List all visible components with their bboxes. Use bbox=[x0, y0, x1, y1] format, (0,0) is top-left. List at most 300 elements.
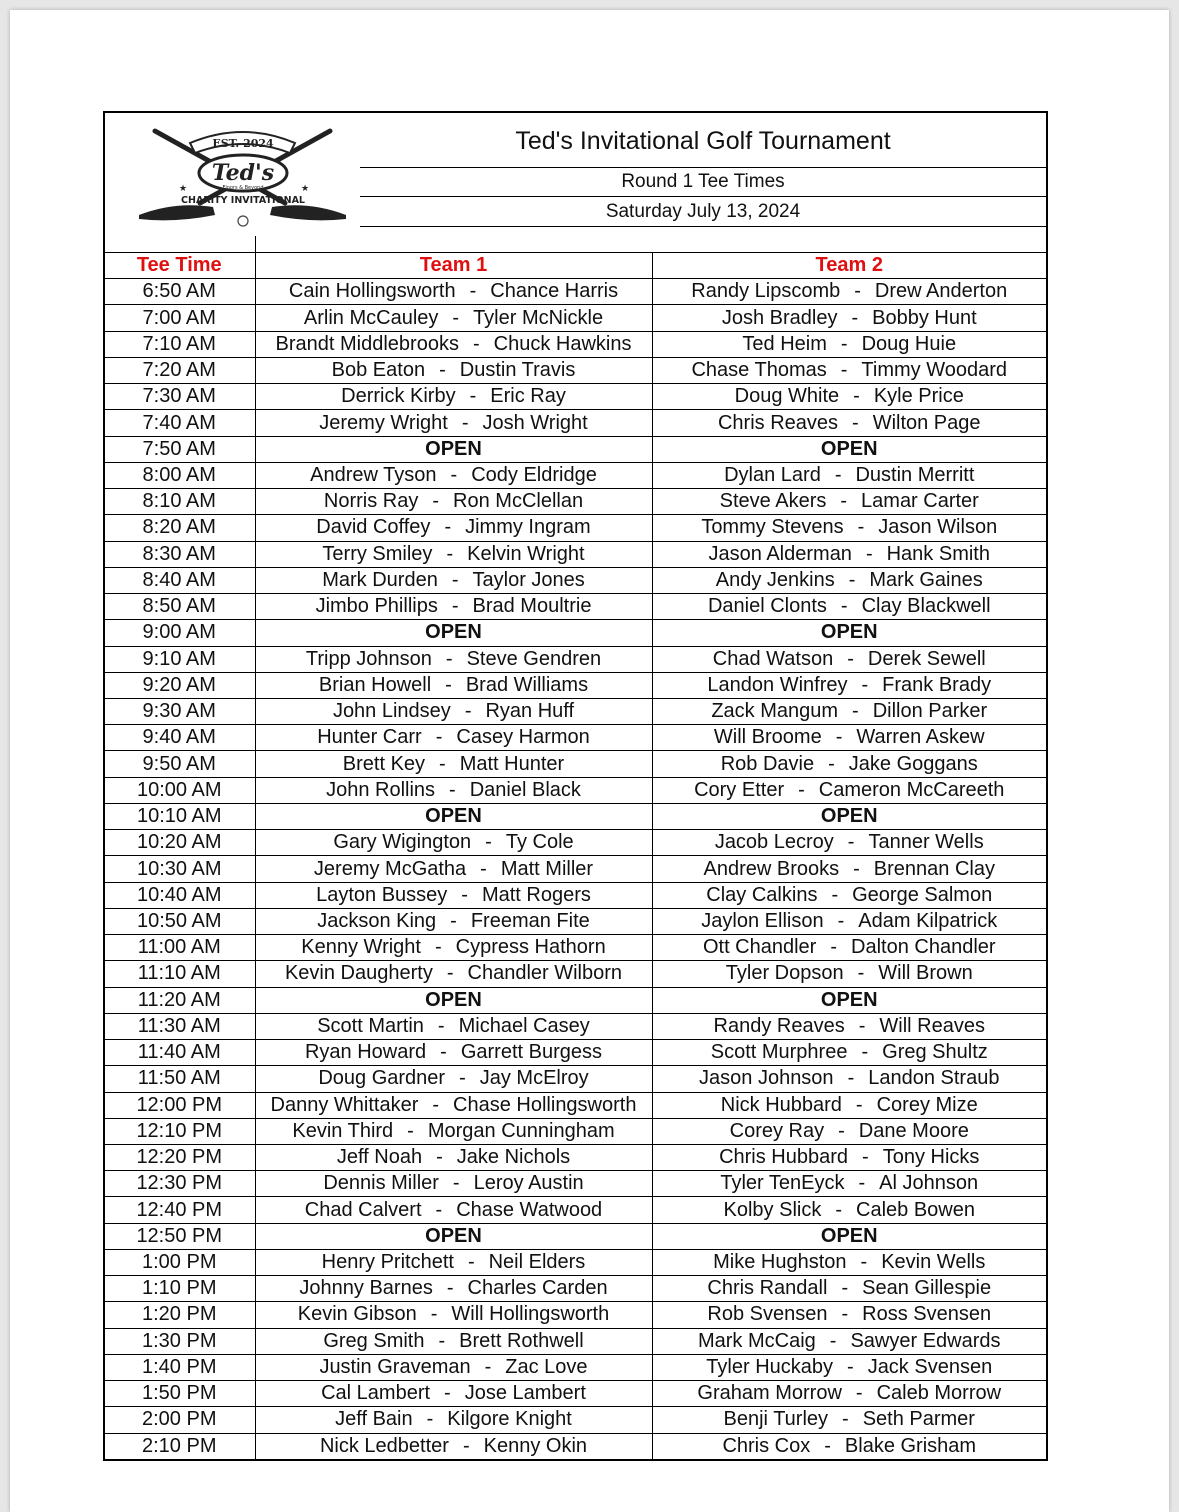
team-pairing bbox=[652, 1171, 1046, 1197]
table-row bbox=[104, 1144, 1046, 1170]
team-pairing bbox=[652, 594, 1046, 620]
team-pairing bbox=[652, 882, 1046, 908]
pair-separator: - bbox=[459, 1067, 466, 1090]
player-name: Bobby Hunt bbox=[872, 306, 977, 329]
pair-separator: - bbox=[469, 280, 477, 303]
team-pairing bbox=[652, 1302, 1046, 1328]
team-pairing bbox=[255, 777, 652, 803]
team-pairing bbox=[652, 672, 1046, 698]
team-pairing bbox=[652, 384, 1046, 410]
team-pairing bbox=[652, 331, 1046, 357]
pair-separator: - bbox=[835, 726, 843, 749]
player-name: Chance Harris bbox=[490, 280, 619, 303]
tee-time-cell: 6:50 AM bbox=[104, 279, 255, 305]
team-pairing bbox=[255, 1328, 652, 1354]
tee-time-cell: 10:20 AM bbox=[104, 830, 255, 856]
player-name: Blake Grisham bbox=[844, 1434, 977, 1457]
player-name: Tommy Stevens bbox=[701, 516, 844, 539]
pair-separator: - bbox=[834, 463, 842, 486]
player-name: Jeremy Wright bbox=[319, 411, 448, 434]
player-name: Adam Kilpatrick bbox=[858, 909, 998, 932]
table-row bbox=[104, 567, 1046, 593]
player-name: Scott Murphree bbox=[710, 1041, 848, 1064]
team-pairing bbox=[255, 882, 652, 908]
pair-separator: - bbox=[847, 1067, 855, 1090]
player-name: Cody Eldridge bbox=[471, 463, 597, 486]
player-name: Will Brown bbox=[878, 962, 973, 985]
column-divider-stub bbox=[255, 236, 256, 253]
open-slot: OPEN bbox=[652, 987, 1046, 1013]
player-name: Cypress Hathorn bbox=[455, 936, 606, 959]
player-name: Zac Love bbox=[505, 1355, 588, 1378]
team-pairing bbox=[255, 1381, 652, 1407]
table-row bbox=[104, 1092, 1046, 1118]
pair-separator: - bbox=[855, 1382, 863, 1405]
player-name: Tony Hicks bbox=[882, 1146, 980, 1169]
tee-time-cell: 7:40 AM bbox=[104, 410, 255, 436]
tee-time-cell: 11:50 AM bbox=[104, 1066, 255, 1092]
team-pairing bbox=[255, 541, 652, 567]
player-name: Jaylon Ellison bbox=[701, 909, 824, 932]
tee-time-cell: 2:00 PM bbox=[104, 1407, 255, 1433]
table-row bbox=[104, 830, 1046, 856]
team-pairing bbox=[652, 935, 1046, 961]
tee-time-cell: 9:30 AM bbox=[104, 698, 255, 724]
pair-separator: - bbox=[452, 1172, 460, 1195]
player-name: Kolby Slick bbox=[723, 1198, 822, 1221]
team-pairing bbox=[652, 1066, 1046, 1092]
player-name: Lamar Carter bbox=[861, 490, 979, 513]
table-header-row bbox=[104, 253, 1046, 279]
player-name: Kevin Wells bbox=[881, 1251, 986, 1274]
player-name: Jeff Bain bbox=[335, 1408, 413, 1431]
pair-separator: - bbox=[484, 1355, 492, 1378]
player-name: Freeman Fite bbox=[470, 909, 590, 932]
tee-time-cell: 2:10 PM bbox=[104, 1433, 255, 1459]
player-name: Garrett Burgess bbox=[460, 1041, 602, 1064]
player-name: Clay Blackwell bbox=[861, 595, 991, 618]
player-name: Dylan Lard bbox=[724, 463, 821, 486]
table-row bbox=[104, 515, 1046, 541]
player-name: Josh Wright bbox=[482, 411, 588, 434]
player-name: Andrew Tyson bbox=[310, 463, 437, 486]
player-name: Chad Watson bbox=[712, 647, 834, 670]
team-pairing bbox=[255, 1302, 652, 1328]
pair-separator: - bbox=[450, 909, 457, 932]
team-pairing bbox=[652, 856, 1046, 882]
player-name: Jeremy McGatha bbox=[313, 857, 467, 880]
team-pairing bbox=[652, 1197, 1046, 1223]
player-name: Zack Mangum bbox=[711, 700, 839, 723]
team-pairing bbox=[652, 279, 1046, 305]
team-pairing bbox=[255, 908, 652, 934]
team-pairing bbox=[652, 725, 1046, 751]
pair-separator: - bbox=[862, 1146, 869, 1169]
team-pairing bbox=[652, 1381, 1046, 1407]
player-name: Layton Bussey bbox=[316, 883, 448, 906]
pair-separator: - bbox=[449, 778, 456, 801]
team-pairing bbox=[652, 908, 1046, 934]
team-pairing bbox=[255, 357, 652, 383]
player-name: George Salmon bbox=[852, 883, 993, 906]
table-row bbox=[104, 1302, 1046, 1328]
pair-separator: - bbox=[452, 306, 460, 329]
pair-separator: - bbox=[831, 883, 839, 906]
tee-time-cell: 1:30 PM bbox=[104, 1328, 255, 1354]
team-pairing bbox=[255, 961, 652, 987]
pair-separator: - bbox=[462, 1434, 470, 1457]
pair-separator: - bbox=[858, 1172, 866, 1195]
tee-time-cell: 9:10 AM bbox=[104, 646, 255, 672]
player-name: Steve Akers bbox=[719, 490, 827, 513]
player-name: Jimmy Ingram bbox=[465, 516, 591, 539]
teds-charity-invitational-logo bbox=[135, 123, 350, 231]
table-row bbox=[104, 1249, 1046, 1275]
team-pairing bbox=[652, 305, 1046, 331]
team-pairing bbox=[652, 1276, 1046, 1302]
player-name: Chad Calvert bbox=[304, 1198, 422, 1221]
player-name: Jason Alderman bbox=[708, 542, 852, 565]
player-name: Bob Eaton bbox=[331, 359, 426, 382]
pair-separator: - bbox=[467, 1251, 475, 1274]
player-name: Jake Goggans bbox=[848, 752, 978, 775]
open-slot: OPEN bbox=[255, 803, 652, 829]
pair-separator: - bbox=[464, 700, 472, 723]
table-row bbox=[104, 1013, 1046, 1039]
pair-separator: - bbox=[841, 1303, 849, 1326]
player-name: Josh Bradley bbox=[721, 306, 838, 329]
pair-separator: - bbox=[830, 936, 838, 959]
table-row bbox=[104, 856, 1046, 882]
table-row bbox=[104, 672, 1046, 698]
player-name: Cain Hollingsworth bbox=[288, 280, 456, 303]
open-slot: OPEN bbox=[255, 1223, 652, 1249]
table-row bbox=[104, 725, 1046, 751]
player-name: John Lindsey bbox=[332, 700, 451, 723]
pair-separator: - bbox=[451, 595, 459, 618]
team-pairing bbox=[255, 1249, 652, 1275]
team-pairing bbox=[255, 279, 652, 305]
tee-time-cell: 11:40 AM bbox=[104, 1040, 255, 1066]
tee-time-cell: 7:50 AM bbox=[104, 436, 255, 462]
tee-time-cell: 10:30 AM bbox=[104, 856, 255, 882]
player-name: Dalton Chandler bbox=[851, 936, 996, 959]
player-name: Nick Hubbard bbox=[720, 1093, 842, 1116]
team-pairing bbox=[255, 672, 652, 698]
player-name: Mark Durden bbox=[322, 568, 438, 591]
pair-separator: - bbox=[450, 463, 458, 486]
player-name: Jason Johnson bbox=[699, 1067, 834, 1090]
pair-separator: - bbox=[847, 647, 854, 670]
player-name: Cameron McCareeth bbox=[818, 778, 1005, 801]
pair-separator: - bbox=[798, 778, 805, 801]
player-name: Hunter Carr bbox=[317, 726, 422, 749]
player-name: Greg Smith bbox=[323, 1329, 425, 1352]
team-pairing bbox=[652, 830, 1046, 856]
player-name: Graham Morrow bbox=[697, 1382, 842, 1405]
player-name: Jason Wilson bbox=[878, 516, 998, 539]
pair-separator: - bbox=[840, 332, 848, 355]
pair-separator: - bbox=[858, 1014, 866, 1037]
pair-separator: - bbox=[446, 542, 454, 565]
player-name: Sawyer Edwards bbox=[850, 1329, 1001, 1352]
player-name: Brennan Clay bbox=[873, 857, 995, 880]
team-pairing bbox=[652, 1092, 1046, 1118]
player-name: Chris Randall bbox=[707, 1277, 828, 1300]
player-name: Doug White bbox=[734, 385, 840, 408]
table-row bbox=[104, 1433, 1046, 1459]
pair-separator: - bbox=[842, 1408, 849, 1431]
team-pairing bbox=[255, 489, 652, 515]
player-name: Doug Gardner bbox=[318, 1067, 446, 1090]
tee-time-cell: 11:10 AM bbox=[104, 961, 255, 987]
tee-time-cell: 7:00 AM bbox=[104, 305, 255, 331]
tee-time-cell: 8:50 AM bbox=[104, 594, 255, 620]
pair-separator: - bbox=[841, 1277, 849, 1300]
pair-separator: - bbox=[444, 1382, 451, 1405]
player-name: Randy Lipscomb bbox=[691, 280, 841, 303]
pair-separator: - bbox=[840, 490, 848, 513]
pair-separator: - bbox=[432, 1093, 440, 1116]
team-pairing bbox=[255, 305, 652, 331]
player-name: Chris Cox bbox=[722, 1434, 811, 1457]
player-name: Jack Svensen bbox=[867, 1355, 993, 1378]
player-name: John Rollins bbox=[326, 778, 436, 801]
player-name: Cal Lambert bbox=[321, 1382, 431, 1405]
player-name: Steve Gendren bbox=[466, 647, 602, 670]
tee-time-cell: 1:20 PM bbox=[104, 1302, 255, 1328]
player-name: Arlin McCauley bbox=[303, 306, 439, 329]
player-name: Taylor Jones bbox=[472, 568, 585, 591]
player-name: Dustin Travis bbox=[459, 359, 576, 382]
open-slot: OPEN bbox=[652, 620, 1046, 646]
logo-banner-text: CHARITY INVITATIONAL bbox=[181, 195, 305, 206]
player-name: Jose Lambert bbox=[464, 1382, 586, 1405]
pair-separator: - bbox=[857, 516, 865, 539]
pair-separator: - bbox=[445, 673, 452, 696]
pair-separator: - bbox=[438, 1329, 446, 1352]
table-row bbox=[104, 987, 1046, 1013]
tee-time-cell: 8:30 AM bbox=[104, 541, 255, 567]
player-name: Brett Key bbox=[342, 752, 426, 775]
team-pairing bbox=[652, 1144, 1046, 1170]
pair-separator: - bbox=[426, 1408, 434, 1431]
pair-separator: - bbox=[444, 516, 452, 539]
player-name: Chuck Hawkins bbox=[493, 332, 632, 355]
player-name: Brad Williams bbox=[465, 673, 589, 696]
tee-time-cell: 12:10 PM bbox=[104, 1118, 255, 1144]
player-name: Ron McClellan bbox=[453, 490, 584, 513]
player-name: Charles Carden bbox=[467, 1277, 608, 1300]
team-pairing bbox=[652, 357, 1046, 383]
tee-time-cell: 11:20 AM bbox=[104, 987, 255, 1013]
player-name: Ty Cole bbox=[505, 831, 574, 854]
pair-separator: - bbox=[480, 857, 487, 880]
table-row bbox=[104, 1197, 1046, 1223]
svg-text:★: ★ bbox=[179, 183, 188, 193]
player-name: Derrick Kirby bbox=[341, 385, 456, 408]
team-pairing bbox=[652, 462, 1046, 488]
pair-separator: - bbox=[865, 542, 873, 565]
pair-separator: - bbox=[435, 1198, 443, 1221]
team-pairing bbox=[255, 751, 652, 777]
team-pairing bbox=[255, 1040, 652, 1066]
player-name: Cory Etter bbox=[694, 778, 785, 801]
table-row bbox=[104, 1223, 1046, 1249]
logo-name-text: Ted's bbox=[211, 160, 275, 186]
tee-time-cell: 12:20 PM bbox=[104, 1144, 255, 1170]
table-row bbox=[104, 1354, 1046, 1380]
table-row bbox=[104, 620, 1046, 646]
table-row bbox=[104, 1381, 1046, 1407]
player-name: Caleb Bowen bbox=[856, 1198, 975, 1221]
tee-time-cell: 12:40 PM bbox=[104, 1197, 255, 1223]
team-pairing bbox=[255, 1197, 652, 1223]
tee-time-cell: 1:00 PM bbox=[104, 1249, 255, 1275]
player-name: Kelvin Wright bbox=[467, 542, 585, 565]
player-name: Ross Svensen bbox=[862, 1303, 992, 1326]
team-pairing bbox=[255, 1092, 652, 1118]
tee-time-cell: 7:20 AM bbox=[104, 357, 255, 383]
pair-separator: - bbox=[446, 962, 454, 985]
player-name: Timmy Woodard bbox=[861, 359, 1008, 382]
player-name: Randy Reaves bbox=[713, 1014, 845, 1037]
player-name: Corey Ray bbox=[729, 1119, 825, 1142]
player-name: Matt Miller bbox=[500, 857, 594, 880]
pair-separator: - bbox=[853, 385, 860, 408]
player-name: Ryan Huff bbox=[485, 700, 575, 723]
player-name: Nick Ledbetter bbox=[319, 1434, 449, 1457]
open-slot: OPEN bbox=[652, 436, 1046, 462]
logo-est-text: EST. 2024 bbox=[212, 137, 274, 150]
player-name: Johnny Barnes bbox=[299, 1277, 433, 1300]
pair-separator: - bbox=[446, 1277, 454, 1300]
team-pairing bbox=[255, 1276, 652, 1302]
table-row bbox=[104, 1328, 1046, 1354]
player-name: Neil Elders bbox=[488, 1251, 586, 1274]
pair-separator: - bbox=[848, 568, 856, 591]
player-name: Chase Watwood bbox=[456, 1198, 603, 1221]
player-name: Chase Thomas bbox=[691, 359, 827, 382]
pair-separator: - bbox=[407, 1119, 414, 1142]
tee-time-cell: 9:20 AM bbox=[104, 672, 255, 698]
pair-separator: - bbox=[432, 490, 440, 513]
player-name: Sean Gillespie bbox=[862, 1277, 992, 1300]
player-name: Will Broome bbox=[713, 726, 822, 749]
tee-time-cell: 8:40 AM bbox=[104, 567, 255, 593]
pair-separator: - bbox=[472, 332, 480, 355]
pair-separator: - bbox=[485, 831, 492, 854]
tee-time-cell: 7:10 AM bbox=[104, 331, 255, 357]
player-name: Greg Shultz bbox=[882, 1041, 988, 1064]
team-pairing bbox=[255, 1407, 652, 1433]
team-pairing bbox=[652, 567, 1046, 593]
pair-separator: - bbox=[461, 411, 469, 434]
table-row bbox=[104, 384, 1046, 410]
team-pairing bbox=[652, 541, 1046, 567]
team-pairing bbox=[652, 410, 1046, 436]
player-name: Will Reaves bbox=[879, 1014, 985, 1037]
player-name: Benji Turley bbox=[723, 1408, 829, 1431]
player-name: Daniel Black bbox=[469, 778, 581, 801]
pair-separator: - bbox=[451, 568, 459, 591]
player-name: Jackson King bbox=[317, 909, 437, 932]
tee-time-cell: 1:50 PM bbox=[104, 1381, 255, 1407]
pair-separator: - bbox=[857, 962, 865, 985]
team-pairing bbox=[652, 1249, 1046, 1275]
pair-separator: - bbox=[829, 1329, 837, 1352]
pair-separator: - bbox=[434, 936, 442, 959]
player-name: Chris Hubbard bbox=[719, 1146, 849, 1169]
open-slot: OPEN bbox=[652, 1223, 1046, 1249]
table-row bbox=[104, 410, 1046, 436]
pair-separator: - bbox=[430, 1303, 438, 1326]
team-pairing bbox=[255, 594, 652, 620]
player-name: Tyler Huckaby bbox=[706, 1355, 834, 1378]
player-name: Warren Askew bbox=[856, 726, 985, 749]
player-name: Kilgore Knight bbox=[447, 1408, 572, 1431]
player-name: Dillon Parker bbox=[872, 700, 988, 723]
tee-time-cell: 9:00 AM bbox=[104, 620, 255, 646]
team-pairing bbox=[652, 751, 1046, 777]
tee-time-cell: 11:30 AM bbox=[104, 1013, 255, 1039]
player-name: Jacob Lecroy bbox=[714, 831, 834, 854]
tee-time-cell: 10:10 AM bbox=[104, 803, 255, 829]
player-name: Chase Hollingsworth bbox=[453, 1093, 637, 1116]
open-slot: OPEN bbox=[255, 436, 652, 462]
player-name: Morgan Cunningham bbox=[427, 1119, 615, 1142]
player-name: Kyle Price bbox=[873, 385, 964, 408]
team-pairing bbox=[652, 1040, 1046, 1066]
team-pairing bbox=[255, 1171, 652, 1197]
team-pairing bbox=[255, 1013, 652, 1039]
table-row bbox=[104, 541, 1046, 567]
player-name: Doug Huie bbox=[861, 332, 957, 355]
team-pairing bbox=[255, 1066, 652, 1092]
pair-separator: - bbox=[461, 883, 468, 906]
player-name: Tripp Johnson bbox=[305, 647, 432, 670]
player-name: Derek Sewell bbox=[867, 647, 986, 670]
team-pairing bbox=[652, 1118, 1046, 1144]
logo-tagline-text: Floors & Beyond bbox=[222, 185, 264, 191]
table-row bbox=[104, 436, 1046, 462]
table-row bbox=[104, 594, 1046, 620]
round-subtitle: Round 1 Tee Times bbox=[360, 168, 1046, 197]
player-name: Landon Straub bbox=[868, 1067, 1000, 1090]
player-name: Kevin Gibson bbox=[297, 1303, 417, 1326]
player-name: Kevin Daugherty bbox=[284, 962, 433, 985]
player-name: Terry Smiley bbox=[322, 542, 433, 565]
player-name: Corey Mize bbox=[876, 1093, 978, 1116]
pair-separator: - bbox=[838, 1119, 845, 1142]
player-name: Michael Casey bbox=[458, 1014, 590, 1037]
header-team-2: Team 2 bbox=[652, 253, 1046, 279]
tee-time-cell: 1:40 PM bbox=[104, 1354, 255, 1380]
tournament-date: Saturday July 13, 2024 bbox=[360, 198, 1046, 227]
pair-separator: - bbox=[840, 359, 848, 382]
team-pairing bbox=[652, 1013, 1046, 1039]
tee-times-table bbox=[104, 252, 1046, 1459]
pair-separator: - bbox=[854, 280, 861, 303]
player-name: Gary Wigington bbox=[333, 831, 472, 854]
player-name: Andy Jenkins bbox=[715, 568, 835, 591]
pair-separator: - bbox=[469, 385, 477, 408]
team-pairing bbox=[652, 961, 1046, 987]
player-name: Norris Ray bbox=[323, 490, 419, 513]
tee-time-cell: 9:50 AM bbox=[104, 751, 255, 777]
team-pairing bbox=[652, 646, 1046, 672]
team-pairing bbox=[255, 384, 652, 410]
